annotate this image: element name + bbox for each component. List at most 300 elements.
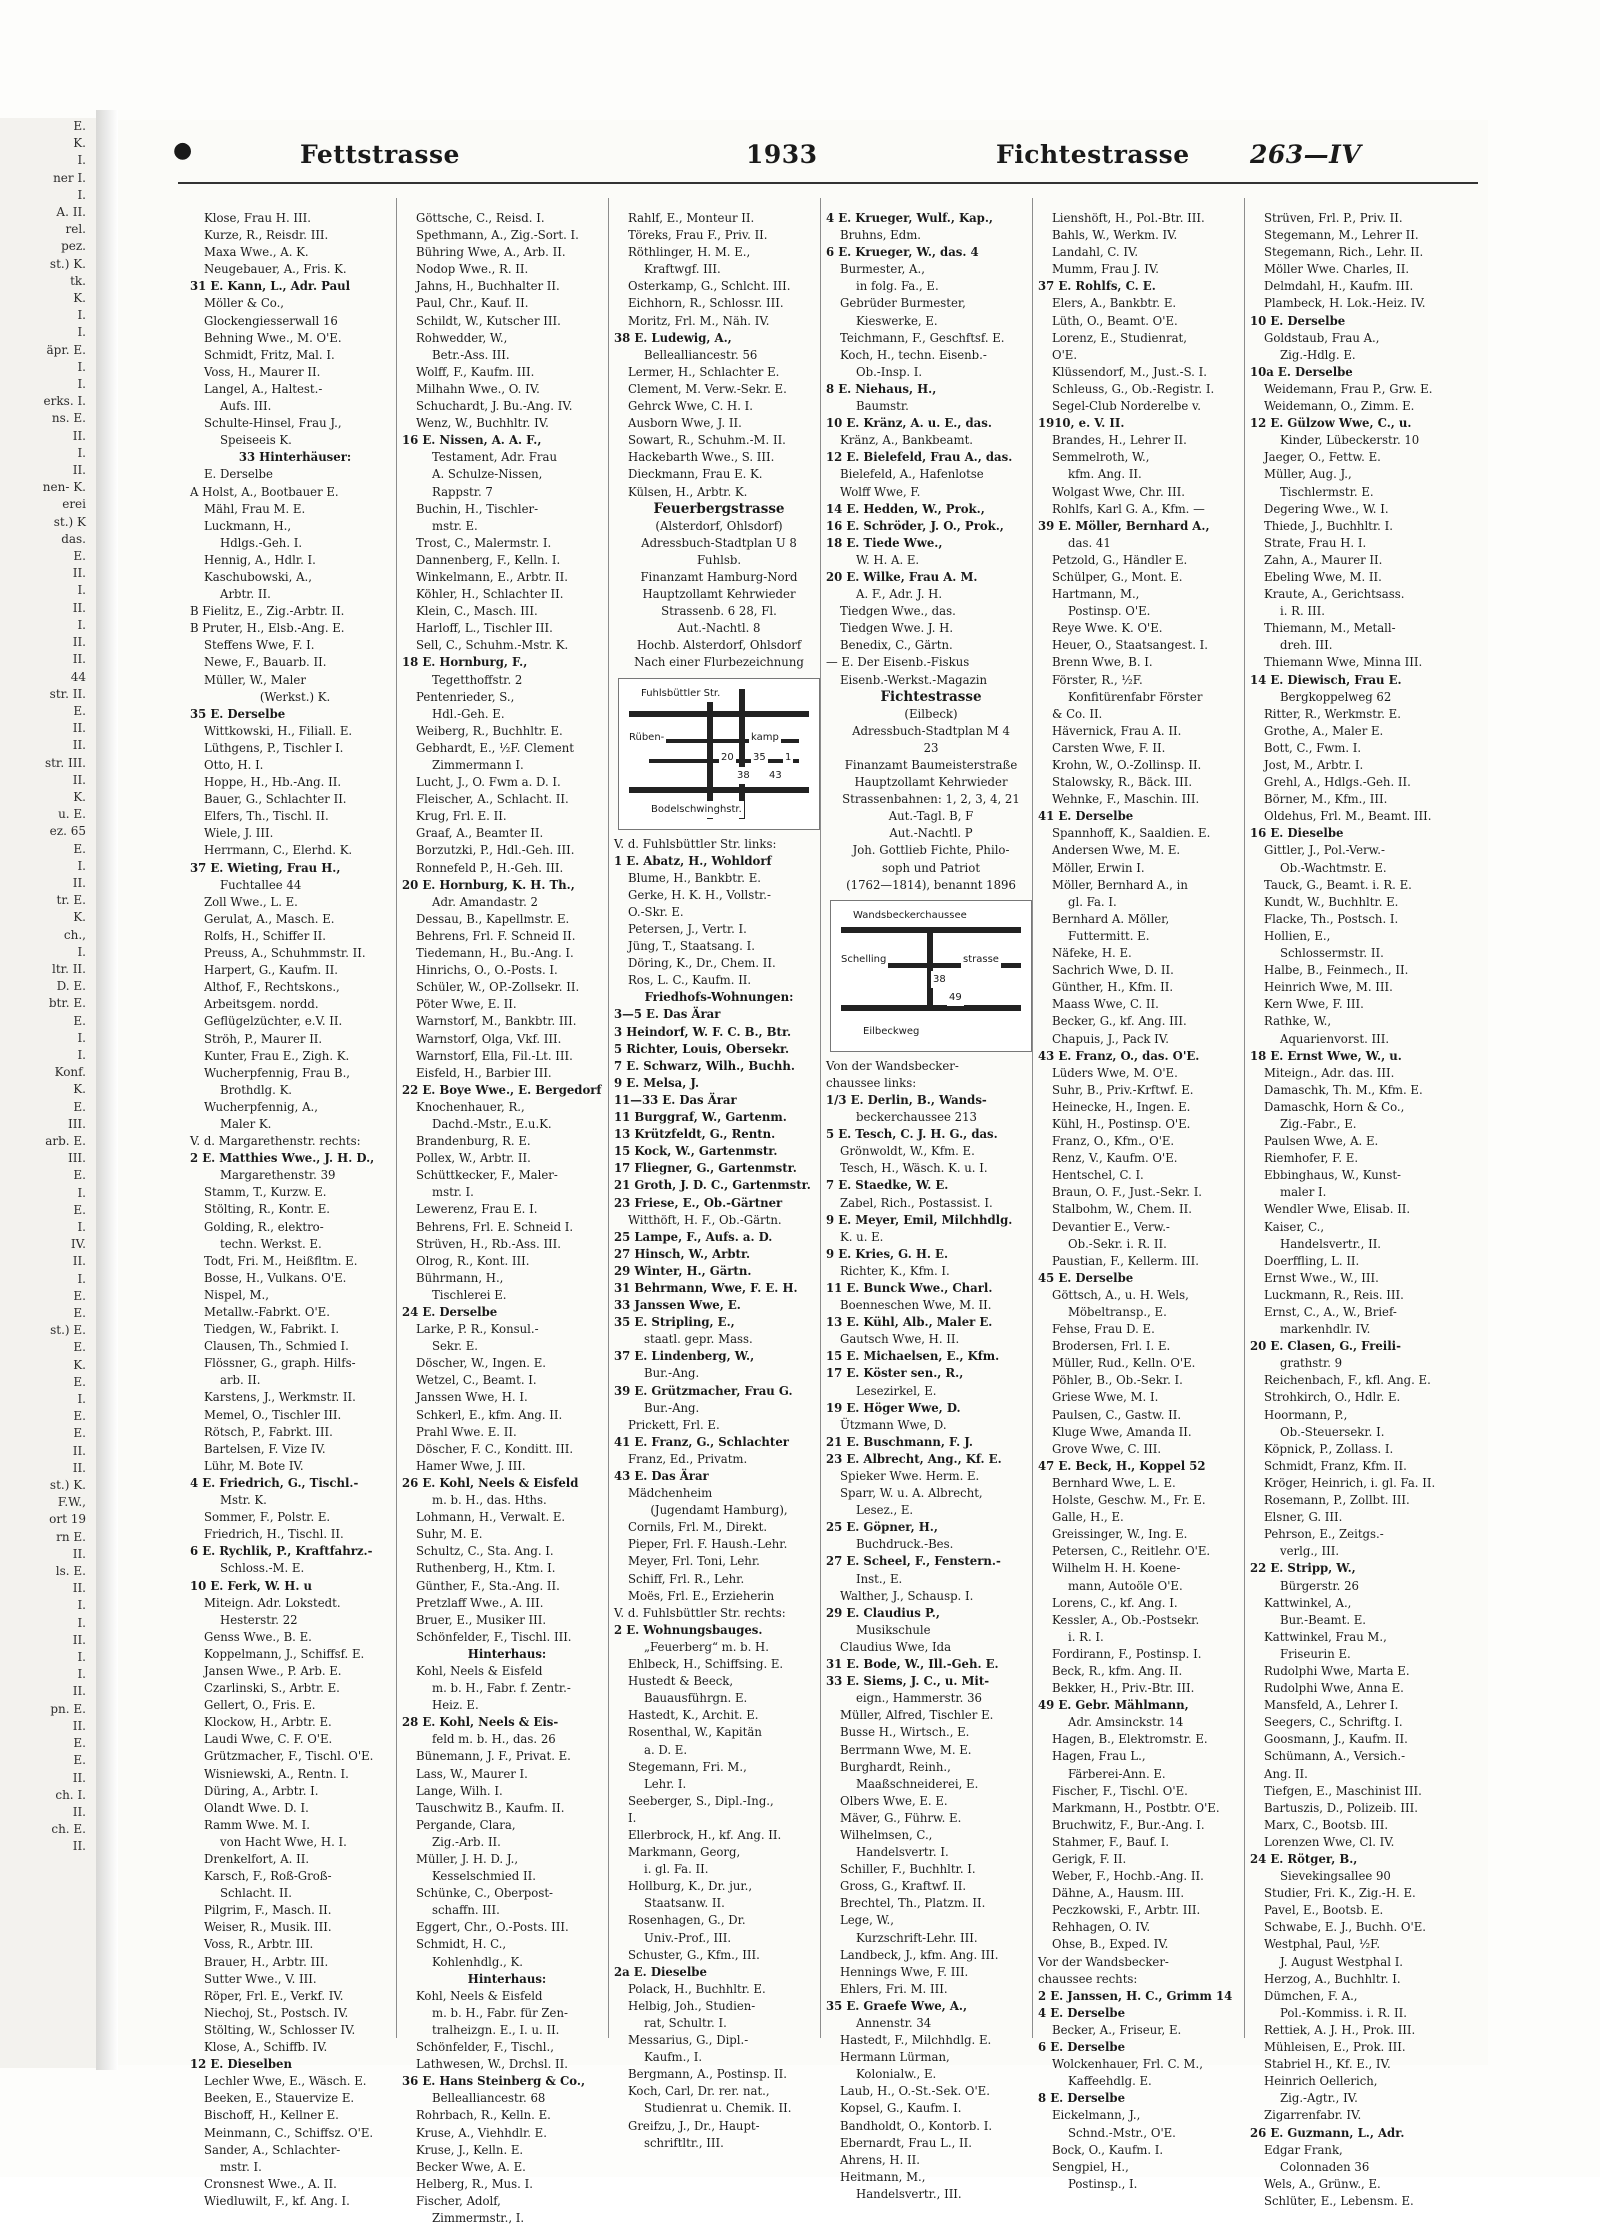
directory-entry: Kattwinkel, A., (1264, 1595, 1352, 1610)
directory-entry: Kröger, Heinrich, i. gl. Fa. II. (1264, 1475, 1436, 1490)
directory-entry: Richter, K., Kfm. I. (840, 1263, 950, 1278)
directory-entry: (Werkst.) K. (259, 689, 331, 704)
left-page-fragment: II. (72, 1839, 86, 1854)
directory-entry: 7 E. Schwarz, Wilh., Buchh. (614, 1058, 795, 1073)
directory-entry: Dümchen, F. A., (1264, 1988, 1358, 2003)
directory-entry: Lüth, O., Beamt. O'E. (1052, 313, 1178, 328)
directory-entry: Bruchwitz, F., Bur.-Ang. I. (1052, 1817, 1205, 1832)
directory-entry: Mäver, G., Führw. E. (840, 1810, 962, 1825)
street-heading: Fichtestrasse (880, 688, 982, 705)
directory-entry: Sparr, W. u. A. Albrecht, (840, 1486, 983, 1501)
directory-entry: Koppelmann, J., Schiffsf. E. (204, 1646, 365, 1661)
directory-entry: Weidemann, O., Zimm. E. (1264, 399, 1415, 414)
directory-entry: Fuchtallee 44 (220, 877, 302, 892)
directory-entry: Töreks, Frau F., Priv. II. (628, 228, 768, 243)
map-label-top: Fuhlsbüttler Str. (639, 685, 722, 702)
directory-entry: chaussee links: (826, 1075, 917, 1090)
left-page-fragment: A. II. (56, 205, 86, 220)
directory-entry: Wels, A., Grünw., E. (1264, 2176, 1381, 2191)
directory-entry: A Holst, A., Bootbauer E. (190, 484, 339, 499)
directory-entry: Tiedgen Wwe., das. (840, 604, 956, 619)
directory-entry: Memel, O., Tischler III. (204, 1407, 342, 1422)
directory-entry: Paulsen, C., Gastw. II. (1052, 1407, 1182, 1422)
directory-entry: Schüttkecker, F., Maler- (416, 1168, 558, 1183)
directory-entry: Külsen, H., Arbtr. K. (628, 484, 748, 499)
directory-entry: m. b. H., Fabr. für Zen- (432, 2005, 568, 2020)
directory-entry: Helberg, R., Mus. I. (416, 2176, 533, 2191)
directory-entry: V. d. Fuhlsbüttler Str. rechts: (614, 1605, 786, 1620)
directory-entry: Burghardt, Reinh., (840, 1759, 951, 1774)
directory-entry: Hauptzollamt Kehrwieder (642, 587, 796, 602)
directory-entry: Speiseeis K. (220, 433, 292, 448)
directory-entry: 2 E. Wohnungsbauges. (614, 1622, 763, 1637)
directory-entry: Staatsanw. II. (644, 1896, 725, 1911)
directory-entry: Kohlenhdlg., K. (432, 1954, 523, 1969)
directory-entry: Neugebauer, A., Fris. K. (204, 262, 347, 277)
directory-entry: Lorenzen Wwe, Cl. IV. (1264, 1834, 1395, 1849)
directory-entry: Trost, C., Malermstr. I. (416, 535, 552, 550)
left-page-fragment: I. (77, 1598, 86, 1613)
directory-entry: Schmidt, H. C., (416, 1937, 507, 1952)
left-page-fragment: I. (77, 858, 86, 873)
directory-entry: Herrmann, C., Elerhd. K. (204, 843, 353, 858)
directory-entry: Eisfeld, H., Barbier III. (416, 1065, 552, 1080)
left-page-fragment: I. (77, 1271, 86, 1286)
directory-entry: 28 E. Kohl, Neels & Eis- (402, 1715, 559, 1730)
directory-entry: Lesezirkel, E. (856, 1383, 937, 1398)
directory-entry: Nodop Wwe., R. II. (416, 262, 529, 277)
directory-entry: i. R. III. (1280, 604, 1325, 619)
directory-entry: 1 E. Abatz, H., Wohldorf (614, 853, 772, 868)
directory-entry: Czarlinski, S., Arbtr. E. (204, 1681, 340, 1696)
left-page-fragment: ltr. II. (51, 961, 86, 976)
left-page-fragment: II. (72, 1443, 86, 1458)
map-house-number: 1 (783, 749, 793, 766)
directory-entry: Schiller, F., Buchhltr. I. (840, 1862, 976, 1877)
left-page-fragment: I. (77, 1615, 86, 1630)
directory-entry: Gebhardt, E., ½F. Clement (416, 740, 574, 755)
directory-entry: Hamer Wwe, J. III. (416, 1458, 526, 1473)
directory-entry: Larke, P. R., Konsul.- (416, 1322, 539, 1337)
directory-entry: Margarethenstr. 39 (220, 1168, 336, 1183)
directory-entry: Damaschk, Horn & Co., (1264, 1099, 1405, 1114)
directory-entry: Ang. II. (1264, 1766, 1308, 1781)
directory-entry: 25 Lampe, F., Aufs. a. D. (614, 1229, 773, 1244)
directory-entry: Pavel, E., Bootsb. E. (1264, 1903, 1384, 1918)
directory-entry: 21 E. Buschmann, F. J. (826, 1434, 973, 1449)
directory-entry: Brandenburg, R. E. (416, 1134, 531, 1149)
directory-entry: Olbers Wwe, E. E. (840, 1793, 948, 1808)
directory-entry: Schnd.-Mstr., O'E. (1068, 2125, 1176, 2140)
directory-entry: Günther, H., Kfm. II. (1052, 980, 1174, 995)
directory-entry: Grehl, A., Hdlgs.-Geh. II. (1264, 775, 1411, 790)
directory-entry: V. d. Margarethenstr. rechts: (190, 1134, 361, 1149)
directory-entry: Weber, F., Hochb.-Ang. II. (1052, 1869, 1204, 1884)
directory-entry: Sommer, F., Polstr. E. (204, 1510, 331, 1525)
directory-entry: Wilhelm H. H. Koene- (1052, 1561, 1181, 1576)
left-page-fragment: arb. E. (45, 1133, 86, 1148)
left-page-fragment: K. (73, 789, 86, 804)
directory-entry: 3 Heindorf, W. F. C. B., Btr. (614, 1024, 792, 1039)
directory-entry: Ob.-Insp. I. (856, 364, 923, 379)
directory-entry: Postinsp., I. (1068, 2176, 1138, 2191)
directory-entry: Lehr. I. (644, 1776, 687, 1791)
directory-entry: Wolff Wwe, F. (840, 484, 921, 499)
directory-entry: Düring, A., Arbtr. I. (204, 1783, 319, 1798)
directory-entry: 21 Groth, J. D. C., Gartenmstr. (614, 1178, 811, 1193)
directory-entry: Hentschel, C. I. (1052, 1168, 1144, 1183)
map-house-number: 20 (719, 749, 736, 766)
directory-entry: Gerke, H. K. H., Vollstr.- (628, 887, 771, 902)
directory-entry: 43 E. Das Ärar (614, 1469, 709, 1483)
directory-entry: Gellert, O., Fris. E. (204, 1698, 316, 1713)
directory-entry: Jahns, H., Buchhalter II. (416, 279, 560, 294)
left-page-fragment: ls. E. (55, 1564, 86, 1579)
directory-entry: Lewerenz, Frau E. I. (416, 1202, 538, 1217)
directory-entry: Lienshöft, H., Pol.-Btr. III. (1052, 211, 1205, 225)
directory-entry: 3—5 E. Das Ärar (614, 1007, 721, 1022)
directory-entry: Inst., E. (856, 1571, 903, 1586)
directory-entry: Lathwesen, W., Drchsl. II. (416, 2057, 569, 2072)
directory-entry: Müller, J. H. D. J., (416, 1852, 519, 1866)
map-label-bottom: Eilbeckweg (861, 1023, 921, 1040)
directory-entry: Warnstorf, Olga, Vkf. III. (416, 1031, 562, 1046)
directory-entry: 4 E. Derselbe (1038, 2005, 1126, 2020)
directory-entry: mstr. I. (220, 2159, 262, 2174)
directory-entry: Ehlbeck, H., Schiffsing. E. (628, 1657, 784, 1672)
directory-entry: Suhr, M. E. (416, 1527, 483, 1542)
directory-entry: Maler K. (220, 1116, 272, 1131)
directory-entry: schaffn. III. (432, 1903, 500, 1918)
directory-entry: Aufs. III. (220, 399, 272, 414)
directory-entry: Messarius, G., Dipl.- (628, 2033, 749, 2048)
directory-column-3 (614, 210, 824, 2150)
directory-entry: Aquarienvorst. III. (1280, 1031, 1390, 1046)
directory-entry: Bock, O., Kaufm. I. (1052, 2142, 1164, 2157)
directory-entry: Brothdlg. K. (220, 1082, 293, 1097)
left-page-fragment: E. (73, 1202, 86, 1217)
directory-entry: Tegetthoffstr. 2 (432, 672, 523, 687)
directory-entry: Sachrich Wwe, D. II. (1052, 963, 1174, 978)
left-page-fragment: K. (73, 910, 86, 925)
directory-entry: das. 41 (1068, 535, 1111, 550)
directory-entry: Schlacht. II. (220, 1886, 292, 1901)
directory-entry: Paustian, F., Kellerm. III. (1052, 1253, 1200, 1268)
directory-entry: Schkerl, E., kfm. Ang. II. (416, 1407, 563, 1422)
directory-entry: Langel, A., Haltest.- (204, 381, 323, 396)
directory-entry: Heinecke, H., Ingen. E. (1052, 1099, 1191, 1114)
left-page-fragment: E. (73, 1753, 86, 1768)
directory-entry: Tischlerei E. (432, 1287, 507, 1302)
directory-entry: Ernst Wwe., W., III. (1264, 1270, 1379, 1285)
directory-entry: Plambeck, H. Lok.-Heiz. IV. (1264, 296, 1426, 311)
left-page-fragment: K. (73, 291, 86, 306)
directory-entry: Luckmann, R., Reis. III. (1264, 1287, 1404, 1302)
directory-entry: Strohkirch, O., Hdlr. E. (1264, 1390, 1401, 1405)
directory-entry: Bandholdt, O., Kontorb. I. (840, 2118, 993, 2133)
directory-entry: Fleischer, A., Schlacht. II. (416, 792, 569, 807)
directory-entry: Doerffling, L. II. (1264, 1253, 1360, 1268)
directory-entry: Beck, R., kfm. Ang. II. (1052, 1663, 1183, 1678)
directory-entry: Mühleisen, E., Prok. III. (1264, 2040, 1406, 2055)
directory-entry: Edgar Frank, (1264, 2142, 1343, 2157)
directory-entry: Heuer, O., Staatsangest. I. (1052, 638, 1209, 653)
directory-entry: 37 E. Lindenberg, W., (614, 1349, 755, 1364)
directory-entry: B Fielitz, E., Zig.-Arbtr. II. (190, 604, 345, 619)
directory-entry: Drenkelfort, A. II. (204, 1852, 310, 1866)
directory-entry: Mstr. K. (220, 1493, 267, 1508)
directory-entry: Marx, C., Bootsb. III. (1264, 1817, 1389, 1832)
directory-entry: Sander, A., Schlachter- (204, 2142, 341, 2157)
directory-entry: Karstens, J., Werkmstr. II. (204, 1390, 356, 1405)
left-page-fragment: 44 (70, 669, 86, 684)
directory-entry: Hastedt, F., Milchhdlg. E. (840, 2033, 992, 2048)
directory-entry: Döscher, F. C., Konditt. III. (416, 1441, 574, 1456)
directory-entry: 18 E. Ernst Wwe, W., u. (1250, 1048, 1402, 1063)
directory-entry: Miteign., Adr. das. III. (1264, 1065, 1395, 1080)
directory-entry: Delmdahl, H., Kaufm. III. (1264, 279, 1414, 294)
section-heading: 33 Hinterhäuser: (238, 450, 352, 465)
directory-entry: 37 E. Rohlfs, C. E. (1038, 279, 1156, 294)
directory-entry: m. b. H., Fabr. f. Zentr.- (432, 1681, 571, 1696)
left-page-fragment: I. (77, 1392, 86, 1407)
directory-entry: 12 E. Gülzow Wwe, C., u. (1250, 416, 1412, 431)
directory-entry: Rolfs, H., Schiffer II. (204, 928, 326, 943)
directory-entry: Otto, H. I. (204, 758, 264, 772)
directory-entry: 10 E. Derselbe (1250, 313, 1346, 328)
directory-entry: Gross, G., Kraftwf. II. (840, 1879, 967, 1894)
directory-entry: Stamm, T., Kurzw. E. (204, 1185, 327, 1200)
directory-entry: Klose, A., Schiffb. IV. (204, 2040, 328, 2055)
directory-entry: Grothe, A., Maler E. (1264, 723, 1384, 738)
directory-entry: 23 (923, 740, 939, 755)
directory-entry: 23 Friese, E., Ob.-Gärtner (614, 1195, 783, 1210)
directory-entry: 20 E. Hornburg, K. H. Th., (402, 877, 575, 892)
directory-entry: Wucherpfennig, Frau B., (204, 1065, 350, 1080)
directory-entry: Moës, Frl. E., Erzieherin (628, 1588, 775, 1603)
directory-entry: 29 Winter, H., Gärtn. (614, 1263, 752, 1278)
directory-entry: Bekker, H., Priv.-Btr. III. (1052, 1681, 1195, 1696)
directory-entry: Bühring Wwe, A., Arb. II. (416, 245, 566, 260)
directory-entry: Schiff, Frl. R., Lehr. (628, 1571, 745, 1586)
directory-entry: i. gl. Fa. II. (644, 1862, 709, 1877)
directory-entry: 25 E. Göpner, H., (826, 1520, 938, 1535)
book-gutter (96, 110, 118, 2070)
left-page-fragment: II. (72, 652, 86, 667)
directory-entry: 14 E. Diewisch, Frau E. (1250, 672, 1402, 687)
directory-entry: Hesterstr. 22 (220, 1612, 298, 1627)
directory-entry: Finanzamt Baumeisterstraße (844, 758, 1018, 772)
directory-entry: Berrmann Wwe, M. E. (840, 1742, 972, 1757)
directory-entry: Kraftwgf. III. (644, 262, 721, 277)
directory-entry: Kruse, J., Kelln. E. (416, 2142, 524, 2157)
directory-entry: 41 E. Derselbe (1038, 809, 1134, 824)
directory-page (118, 120, 1488, 2225)
directory-entry: Elsner, G. III. (1264, 1510, 1343, 1525)
directory-entry: von Hacht Wwe, H. I. (220, 1834, 347, 1849)
directory-entry: Ros, L. C., Kaufm. II. (628, 973, 752, 988)
directory-entry: 17 E. Köster sen., R., (826, 1366, 964, 1381)
directory-entry: Laub, H., O.-St.-Sek. O'E. (840, 2084, 990, 2099)
directory-entry: Miteign. Adr. Lokstedt. (204, 1595, 341, 1610)
directory-entry: Witthöft, H. F., Ob.-Gärtn. (628, 1212, 782, 1227)
directory-entry: Schönfelder, F., Tischl., (416, 2040, 554, 2055)
left-page-fragment: II. (72, 1718, 86, 1733)
directory-entry: Laudi Wwe, C. F. O'E. (204, 1732, 333, 1747)
left-page-fragment: E. (73, 1099, 86, 1114)
directory-entry: Weidemann, Frau P., Grw. E. (1264, 381, 1433, 396)
directory-entry: Hochb. Alsterdorf, Ohlsdorf (636, 638, 802, 653)
directory-entry: Bosse, H., Vulkans. O'E. (204, 1270, 347, 1285)
directory-entry: Hermann Lürman, (840, 2050, 950, 2065)
directory-entry: 1/3 E. Derlin, B., Wands- (826, 1092, 987, 1107)
directory-entry: Wehnke, F., Maschin. III. (1052, 792, 1200, 807)
directory-entry: Helbig, Joh., Studien- (628, 1998, 756, 2013)
left-page-fragment: II. (72, 1804, 86, 1819)
directory-entry: 20 E. Wilke, Frau A. M. (826, 569, 978, 584)
directory-entry: Maaßschneiderei, E. (856, 1776, 979, 1791)
directory-entry: Pöter Wwe, E. II. (416, 997, 517, 1012)
map-road (739, 689, 745, 819)
directory-entry: Lucht, J., O. Fwm a. D. I. (416, 775, 561, 790)
left-page-fragment: äpr. E. (46, 342, 86, 357)
directory-entry: Tauschwitz B., Kaufm. II. (416, 1800, 565, 1815)
directory-entry: Geflügelzüchter, e.V. II. (204, 1014, 343, 1029)
left-page-fragment: ns. E. (51, 411, 86, 426)
directory-entry: Tischlermstr. E. (1280, 484, 1374, 499)
directory-entry: Lüthgens, P., Tischler I. (204, 740, 344, 755)
left-page-fragment: tr. E. (56, 893, 86, 908)
directory-entry: Glockengiesserwall 16 (204, 313, 338, 328)
header-rule (178, 182, 1478, 184)
left-page-fragment: I. (77, 377, 86, 392)
left-page-fragment: II. (72, 428, 86, 443)
directory-entry: Rohrbach, R., Kelln. E. (416, 2108, 551, 2123)
directory-entry: Borzutzki, P., Hdl.-Geh. III. (416, 843, 575, 858)
directory-entry: Dessau, B., Kapellmstr. E. (416, 911, 570, 926)
directory-entry: schriftltr., III. (644, 2135, 724, 2150)
directory-entry: Rahlf, E., Monteur II. (628, 211, 755, 225)
directory-entry: E. Derselbe (204, 467, 273, 482)
directory-entry: Petersen, J., Vertr. I. (628, 922, 747, 936)
directory-entry: Joh. Gottlieb Fichte, Philo- (852, 843, 1010, 858)
directory-entry: (Alsterdorf, Ohlsdorf) (655, 518, 783, 533)
directory-entry: Busse H., Wirtsch., E. (840, 1725, 970, 1740)
directory-entry: Schwabe, E. J., Buchh. O'E. (1264, 1920, 1426, 1935)
directory-entry: Müller, W., Maler (204, 672, 306, 687)
directory-entry: 23 E. Albrecht, Ang., Kf. E. (826, 1451, 1002, 1466)
directory-entry: Förster, R., ½F. (1052, 672, 1143, 687)
directory-entry: Betr.-Ass. III. (432, 347, 510, 362)
directory-entry: Bauer, G., Schlachter II. (204, 792, 347, 807)
directory-entry: Stabriel H., Kf. E., IV. (1264, 2057, 1391, 2072)
directory-entry: Krohn, W., O.-Zollinsp. II. (1052, 758, 1202, 772)
left-page-fragment: III. (67, 1151, 86, 1166)
directory-entry: 38 E. Ludewig, A., (614, 330, 732, 345)
directory-entry: Preuss, A., Schuhmmstr. II. (204, 946, 366, 961)
directory-entry: — E. Der Eisenb.-Fiskus (826, 655, 970, 670)
directory-entry: Carsten Wwe, F. II. (1052, 740, 1166, 755)
directory-entry: Bartelsen, F. Vize IV. (204, 1441, 326, 1456)
directory-entry: Handelsvertr., II. (1280, 1236, 1382, 1251)
directory-entry: Hinrichs, O., O.-Posts. I. (416, 963, 558, 978)
directory-entry: Sell, C., Schuhm.-Mstr. K. (416, 638, 569, 653)
header-page-number: 263—IV (1250, 140, 1362, 169)
directory-entry: Von der Wandsbecker- (826, 1058, 959, 1073)
left-page-fragment: erei (62, 497, 86, 512)
directory-entry: 1910, e. V. II. (1038, 416, 1125, 431)
directory-entry: Hoppe, H., Hb.-Ang. II. (204, 775, 342, 790)
directory-entry: Jüng, T., Staatsang. I. (628, 939, 755, 954)
left-page-fragment: btr. E. (48, 996, 86, 1011)
directory-entry: Strüven, H., Rb.-Ass. III. (416, 1236, 562, 1251)
directory-entry: Dähne, A., Hausm. III. (1052, 1886, 1185, 1901)
left-page-fragment: K. (73, 136, 86, 151)
directory-entry: Luckmann, H., (204, 518, 292, 533)
directory-entry: Wenz, W., Buchhltr. IV. (416, 416, 549, 431)
directory-column-2 (402, 210, 612, 2225)
directory-entry: Wetzel, C., Beamt. I. (416, 1373, 537, 1388)
directory-entry: Konfitürenfabr Förster (1068, 689, 1203, 704)
directory-entry: 6 E. Derselbe (1038, 2040, 1126, 2055)
directory-entry: Kurzschrift-Lehr. III. (856, 1930, 978, 1945)
left-page-fragment: II. (72, 635, 86, 650)
directory-entry: Genss Wwe., B. E. (204, 1629, 312, 1644)
directory-entry: Todt, Fri. M., Heißfltm. E. (204, 1253, 358, 1268)
directory-entry: 47 E. Beck, H., Koppel 52 (1038, 1458, 1206, 1473)
directory-entry: Gehrck Wwe, C. H. I. (628, 399, 753, 414)
directory-entry: Ströh, P., Maurer II. (204, 1031, 323, 1046)
directory-entry: Heinrich Oellerich, (1264, 2074, 1378, 2089)
directory-entry: Milhahn Wwe., O. IV. (416, 381, 540, 396)
directory-entry: Bartuszis, D., Polizeib. III. (1264, 1800, 1418, 1815)
directory-entry: Reye Wwe. K. O'E. (1052, 621, 1163, 636)
directory-entry: Hdl.-Geh. E. (432, 706, 505, 721)
directory-entry: Stegemann, Rich., Lehr. II. (1264, 245, 1424, 260)
left-page-fragment: st.) K (53, 514, 86, 529)
directory-entry: Möbeltransp., E. (1068, 1305, 1167, 1319)
directory-entry: 39 E. Grützmacher, Frau G. (614, 1383, 793, 1398)
directory-entry: Pentenrieder, S., (416, 689, 515, 704)
directory-entry: Weiberg, R., Buchhltr. E. (416, 723, 563, 738)
left-page-fragment: pn. E. (50, 1701, 86, 1716)
left-page-fragment: E. (73, 703, 86, 718)
directory-entry: Bernhard Wwe, L. E. (1052, 1475, 1176, 1490)
directory-entry: Ahrens, H. II. (840, 2152, 920, 2167)
directory-entry: Gebrüder Burmester, (840, 296, 966, 311)
directory-entry: Buchin, H., Tischler- (416, 501, 539, 516)
directory-entry: 10 E. Kränz, A. u. E., das. (826, 416, 992, 431)
directory-entry: m. b. H., das. Hths. (432, 1493, 547, 1508)
directory-entry: staatl. gepr. Mass. (644, 1332, 753, 1347)
directory-entry: 35 E. Graefe Wwe, A., (826, 1998, 968, 2013)
directory-entry: Ohse, B., Exped. IV. (1052, 1937, 1169, 1952)
left-page-fragment: D. E. (56, 979, 86, 994)
directory-entry: Müller, Alfred, Tischler E. (840, 1708, 994, 1723)
directory-entry: gl. Fa. I. (1068, 894, 1117, 909)
directory-entry: Petzold, G., Händler E. (1052, 552, 1188, 567)
left-page-fragment: ort 19 (49, 1512, 86, 1527)
directory-entry: Sekr. E. (432, 1339, 478, 1354)
directory-entry: Stalbohm, W., Chem. II. (1052, 1202, 1192, 1217)
directory-entry: Rehhagen, O. IV. (1052, 1920, 1151, 1935)
directory-entry: Stahmer, F., Bauf. I. (1052, 1834, 1170, 1849)
directory-entry: Möller, Bernhard A., in (1052, 877, 1188, 892)
directory-entry: Hagen, B., Elektromstr. E. (1052, 1732, 1208, 1747)
left-page-fragment: E. (73, 119, 86, 133)
directory-entry: Univ.-Prof., III. (644, 1930, 732, 1945)
directory-entry: Bellealliancestr. 56 (644, 347, 758, 362)
